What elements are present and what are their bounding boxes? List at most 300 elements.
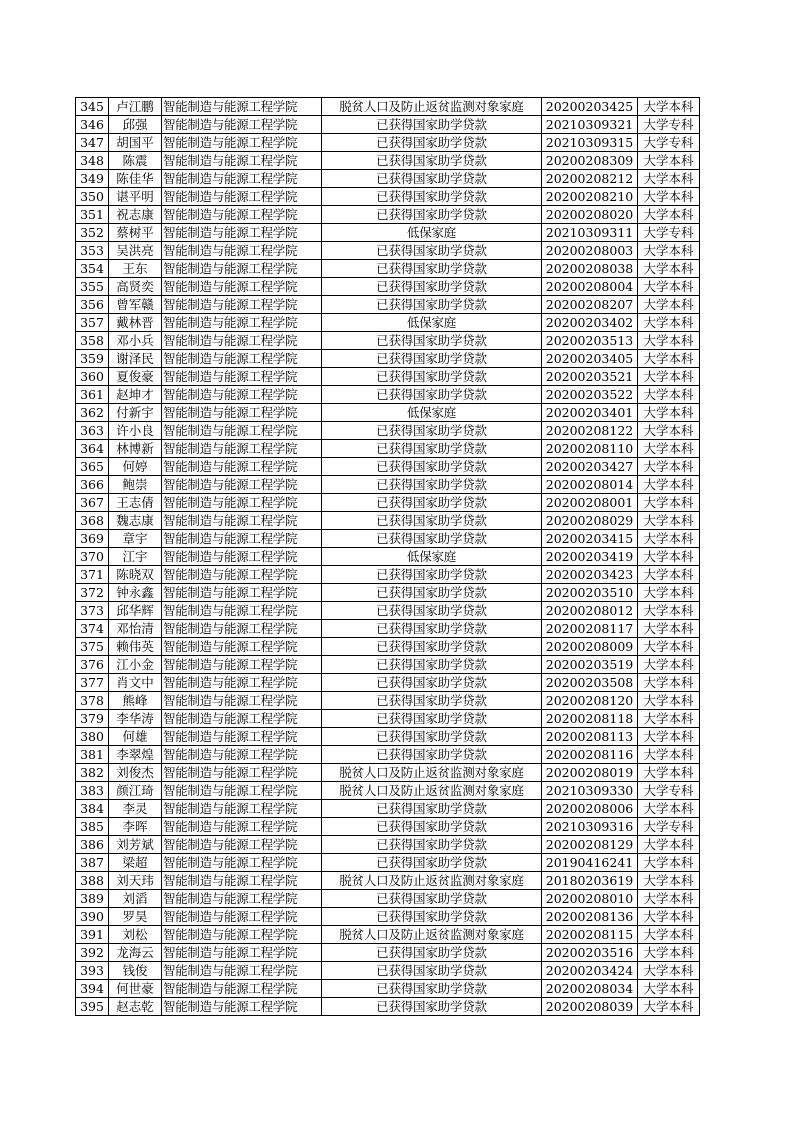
student-id-cell: 20200203423 — [542, 566, 638, 584]
row-number-cell: 362 — [76, 404, 109, 422]
table-row — [76, 548, 700, 566]
aid-type-cell: 已获得国家助学贷款 — [322, 296, 542, 314]
table-row — [76, 476, 700, 494]
student-id-cell: 20200208012 — [542, 602, 638, 620]
student-name-cell: 谌平明 — [109, 188, 162, 206]
student-name-cell: 赖伟英 — [109, 638, 162, 656]
student-id-cell: 20200208020 — [542, 206, 638, 224]
row-number-cell: 346 — [76, 116, 109, 134]
table-row — [76, 296, 700, 314]
student-id-cell: 20210309315 — [542, 134, 638, 152]
row-number-cell: 360 — [76, 368, 109, 386]
student-name-cell: 钱俊 — [109, 962, 162, 980]
student-name-cell: 鲍崇 — [109, 476, 162, 494]
student-id-cell: 20200208210 — [542, 188, 638, 206]
college-cell: 智能制造与能源工程学院 — [162, 872, 322, 890]
aid-type-cell: 已获得国家助学贷款 — [322, 440, 542, 458]
student-id-cell: 20200208038 — [542, 260, 638, 278]
student-name-cell: 钟永鑫 — [109, 584, 162, 602]
student-id-cell: 20200208118 — [542, 710, 638, 728]
table-row — [76, 98, 700, 116]
education-level-cell: 大学本科 — [638, 710, 700, 728]
education-level-cell: 大学本科 — [638, 242, 700, 260]
aid-type-cell: 已获得国家助学贷款 — [322, 890, 542, 908]
table-row — [76, 872, 700, 890]
college-cell: 智能制造与能源工程学院 — [162, 296, 322, 314]
student-id-cell: 20200208136 — [542, 908, 638, 926]
education-level-cell: 大学本科 — [638, 620, 700, 638]
row-number-cell: 352 — [76, 224, 109, 242]
student-aid-table — [75, 97, 700, 1016]
student-name-cell: 蔡树平 — [109, 224, 162, 242]
student-id-cell: 20210309316 — [542, 818, 638, 836]
table-row — [76, 656, 700, 674]
aid-type-cell: 已获得国家助学贷款 — [322, 692, 542, 710]
aid-type-cell: 已获得国家助学贷款 — [322, 368, 542, 386]
aid-type-cell: 脱贫人口及防止返贫监测对象家庭 — [322, 98, 542, 116]
college-cell: 智能制造与能源工程学院 — [162, 980, 322, 998]
aid-type-cell: 已获得国家助学贷款 — [322, 458, 542, 476]
table-row — [76, 512, 700, 530]
table-row — [76, 944, 700, 962]
education-level-cell: 大学本科 — [638, 836, 700, 854]
aid-type-cell: 已获得国家助学贷款 — [322, 422, 542, 440]
table-row — [76, 152, 700, 170]
education-level-cell: 大学本科 — [638, 926, 700, 944]
student-name-cell: 谢泽民 — [109, 350, 162, 368]
aid-type-cell: 已获得国家助学贷款 — [322, 962, 542, 980]
student-name-cell: 赵志乾 — [109, 998, 162, 1016]
row-number-cell: 366 — [76, 476, 109, 494]
row-number-cell: 375 — [76, 638, 109, 656]
education-level-cell: 大学本科 — [638, 152, 700, 170]
table-row — [76, 782, 700, 800]
aid-type-cell: 脱贫人口及防止返贫监测对象家庭 — [322, 926, 542, 944]
college-cell: 智能制造与能源工程学院 — [162, 314, 322, 332]
student-name-cell: 邓小兵 — [109, 332, 162, 350]
education-level-cell: 大学专科 — [638, 224, 700, 242]
college-cell: 智能制造与能源工程学院 — [162, 908, 322, 926]
college-cell: 智能制造与能源工程学院 — [162, 926, 322, 944]
education-level-cell: 大学本科 — [638, 638, 700, 656]
college-cell: 智能制造与能源工程学院 — [162, 656, 322, 674]
student-name-cell: 林博新 — [109, 440, 162, 458]
table-row — [76, 116, 700, 134]
row-number-cell: 388 — [76, 872, 109, 890]
student-id-cell: 20210309330 — [542, 782, 638, 800]
row-number-cell: 371 — [76, 566, 109, 584]
student-name-cell: 何婷 — [109, 458, 162, 476]
row-number-cell: 393 — [76, 962, 109, 980]
table-row — [76, 710, 700, 728]
student-name-cell: 刘芳斌 — [109, 836, 162, 854]
student-name-cell: 何世豪 — [109, 980, 162, 998]
aid-type-cell: 已获得国家助学贷款 — [322, 260, 542, 278]
college-cell: 智能制造与能源工程学院 — [162, 836, 322, 854]
student-name-cell: 江小金 — [109, 656, 162, 674]
student-name-cell: 邓怡清 — [109, 620, 162, 638]
education-level-cell: 大学本科 — [638, 98, 700, 116]
student-id-cell: 20200208122 — [542, 422, 638, 440]
student-id-cell: 20200208004 — [542, 278, 638, 296]
college-cell: 智能制造与能源工程学院 — [162, 998, 322, 1016]
education-level-cell: 大学本科 — [638, 332, 700, 350]
aid-type-cell: 已获得国家助学贷款 — [322, 566, 542, 584]
table-row — [76, 836, 700, 854]
education-level-cell: 大学本科 — [638, 278, 700, 296]
row-number-cell: 351 — [76, 206, 109, 224]
college-cell: 智能制造与能源工程学院 — [162, 692, 322, 710]
student-id-cell: 20200203516 — [542, 944, 638, 962]
education-level-cell: 大学本科 — [638, 494, 700, 512]
table-row — [76, 440, 700, 458]
student-id-cell: 20200208129 — [542, 836, 638, 854]
student-id-cell: 20210309321 — [542, 116, 638, 134]
row-number-cell: 347 — [76, 134, 109, 152]
college-cell: 智能制造与能源工程学院 — [162, 800, 322, 818]
student-name-cell: 魏志康 — [109, 512, 162, 530]
student-name-cell: 付新宇 — [109, 404, 162, 422]
student-id-cell: 20200203425 — [542, 98, 638, 116]
student-name-cell: 肖文中 — [109, 674, 162, 692]
student-name-cell: 祝志康 — [109, 206, 162, 224]
student-name-cell: 许小良 — [109, 422, 162, 440]
college-cell: 智能制造与能源工程学院 — [162, 242, 322, 260]
college-cell: 智能制造与能源工程学院 — [162, 386, 322, 404]
student-name-cell: 李翠煌 — [109, 746, 162, 764]
table-row — [76, 458, 700, 476]
table-row — [76, 746, 700, 764]
student-id-cell: 20200208212 — [542, 170, 638, 188]
college-cell: 智能制造与能源工程学院 — [162, 116, 322, 134]
student-id-cell: 20200208001 — [542, 494, 638, 512]
student-id-cell: 20200208115 — [542, 926, 638, 944]
row-number-cell: 350 — [76, 188, 109, 206]
row-number-cell: 359 — [76, 350, 109, 368]
education-level-cell: 大学本科 — [638, 746, 700, 764]
education-level-cell: 大学本科 — [638, 872, 700, 890]
aid-type-cell: 低保家庭 — [322, 224, 542, 242]
student-id-cell: 20200208039 — [542, 998, 638, 1016]
education-level-cell: 大学本科 — [638, 422, 700, 440]
row-number-cell: 363 — [76, 422, 109, 440]
row-number-cell: 391 — [76, 926, 109, 944]
row-number-cell: 365 — [76, 458, 109, 476]
student-name-cell: 邱华辉 — [109, 602, 162, 620]
row-number-cell: 390 — [76, 908, 109, 926]
student-id-cell: 20200208207 — [542, 296, 638, 314]
table-row — [76, 800, 700, 818]
student-id-cell: 20200203424 — [542, 962, 638, 980]
table-row — [76, 224, 700, 242]
education-level-cell: 大学本科 — [638, 530, 700, 548]
aid-type-cell: 已获得国家助学贷款 — [322, 512, 542, 530]
table-row — [76, 404, 700, 422]
table-row — [76, 980, 700, 998]
aid-type-cell: 已获得国家助学贷款 — [322, 656, 542, 674]
college-cell: 智能制造与能源工程学院 — [162, 422, 322, 440]
college-cell: 智能制造与能源工程学院 — [162, 818, 322, 836]
college-cell: 智能制造与能源工程学院 — [162, 674, 322, 692]
aid-type-cell: 脱贫人口及防止返贫监测对象家庭 — [322, 764, 542, 782]
table-row — [76, 854, 700, 872]
row-number-cell: 355 — [76, 278, 109, 296]
college-cell: 智能制造与能源工程学院 — [162, 494, 322, 512]
row-number-cell: 380 — [76, 728, 109, 746]
aid-type-cell: 已获得国家助学贷款 — [322, 728, 542, 746]
row-number-cell: 374 — [76, 620, 109, 638]
aid-type-cell: 已获得国家助学贷款 — [322, 602, 542, 620]
aid-type-cell: 已获得国家助学贷款 — [322, 116, 542, 134]
education-level-cell: 大学本科 — [638, 350, 700, 368]
aid-type-cell: 已获得国家助学贷款 — [322, 746, 542, 764]
college-cell: 智能制造与能源工程学院 — [162, 278, 322, 296]
aid-type-cell: 低保家庭 — [322, 314, 542, 332]
table-row — [76, 926, 700, 944]
row-number-cell: 369 — [76, 530, 109, 548]
college-cell: 智能制造与能源工程学院 — [162, 260, 322, 278]
college-cell: 智能制造与能源工程学院 — [162, 332, 322, 350]
aid-type-cell: 已获得国家助学贷款 — [322, 278, 542, 296]
student-id-cell: 20200208120 — [542, 692, 638, 710]
table-row — [76, 134, 700, 152]
table-row — [76, 278, 700, 296]
education-level-cell: 大学本科 — [638, 440, 700, 458]
student-name-cell: 何雄 — [109, 728, 162, 746]
student-id-cell: 20200208006 — [542, 800, 638, 818]
aid-type-cell: 已获得国家助学贷款 — [322, 584, 542, 602]
aid-type-cell: 已获得国家助学贷款 — [322, 170, 542, 188]
aid-type-cell: 低保家庭 — [322, 404, 542, 422]
education-level-cell: 大学本科 — [638, 890, 700, 908]
student-id-cell: 20190416241 — [542, 854, 638, 872]
aid-type-cell: 已获得国家助学贷款 — [322, 242, 542, 260]
student-id-cell: 20200208003 — [542, 242, 638, 260]
education-level-cell: 大学本科 — [638, 908, 700, 926]
education-level-cell: 大学本科 — [638, 800, 700, 818]
row-number-cell: 395 — [76, 998, 109, 1016]
aid-type-cell: 已获得国家助学贷款 — [322, 530, 542, 548]
row-number-cell: 384 — [76, 800, 109, 818]
student-name-cell: 戴林晋 — [109, 314, 162, 332]
education-level-cell: 大学本科 — [638, 674, 700, 692]
student-name-cell: 李华涛 — [109, 710, 162, 728]
row-number-cell: 389 — [76, 890, 109, 908]
table-row — [76, 314, 700, 332]
education-level-cell: 大学本科 — [638, 260, 700, 278]
aid-type-cell: 已获得国家助学贷款 — [322, 620, 542, 638]
aid-type-cell: 已获得国家助学贷款 — [322, 206, 542, 224]
row-number-cell: 354 — [76, 260, 109, 278]
student-id-cell: 20200203513 — [542, 332, 638, 350]
aid-type-cell: 已获得国家助学贷款 — [322, 998, 542, 1016]
education-level-cell: 大学本科 — [638, 188, 700, 206]
student-id-cell: 20200203401 — [542, 404, 638, 422]
table-row — [76, 602, 700, 620]
table-row — [76, 242, 700, 260]
table-row — [76, 494, 700, 512]
student-id-cell: 20200203508 — [542, 674, 638, 692]
student-id-cell: 20200208117 — [542, 620, 638, 638]
row-number-cell: 387 — [76, 854, 109, 872]
education-level-cell: 大学本科 — [638, 296, 700, 314]
education-level-cell: 大学本科 — [638, 548, 700, 566]
college-cell: 智能制造与能源工程学院 — [162, 458, 322, 476]
student-id-cell: 20210309311 — [542, 224, 638, 242]
table-row — [76, 422, 700, 440]
student-name-cell: 王东 — [109, 260, 162, 278]
education-level-cell: 大学本科 — [638, 602, 700, 620]
student-id-cell: 20180203619 — [542, 872, 638, 890]
college-cell: 智能制造与能源工程学院 — [162, 854, 322, 872]
college-cell: 智能制造与能源工程学院 — [162, 566, 322, 584]
education-level-cell: 大学本科 — [638, 728, 700, 746]
college-cell: 智能制造与能源工程学院 — [162, 134, 322, 152]
table-row — [76, 170, 700, 188]
education-level-cell: 大学本科 — [638, 584, 700, 602]
student-name-cell: 邱强 — [109, 116, 162, 134]
student-name-cell: 赵坤才 — [109, 386, 162, 404]
student-name-cell: 刘滔 — [109, 890, 162, 908]
row-number-cell: 364 — [76, 440, 109, 458]
student-name-cell: 龙海云 — [109, 944, 162, 962]
college-cell: 智能制造与能源工程学院 — [162, 584, 322, 602]
education-level-cell: 大学本科 — [638, 404, 700, 422]
college-cell: 智能制造与能源工程学院 — [162, 152, 322, 170]
college-cell: 智能制造与能源工程学院 — [162, 764, 322, 782]
aid-type-cell: 已获得国家助学贷款 — [322, 854, 542, 872]
student-name-cell: 高贤奕 — [109, 278, 162, 296]
aid-type-cell: 已获得国家助学贷款 — [322, 350, 542, 368]
row-number-cell: 361 — [76, 386, 109, 404]
aid-type-cell: 已获得国家助学贷款 — [322, 386, 542, 404]
student-id-cell: 20200208014 — [542, 476, 638, 494]
table-row — [76, 674, 700, 692]
table-row — [76, 260, 700, 278]
education-level-cell: 大学本科 — [638, 368, 700, 386]
aid-type-cell: 已获得国家助学贷款 — [322, 332, 542, 350]
college-cell: 智能制造与能源工程学院 — [162, 224, 322, 242]
row-number-cell: 356 — [76, 296, 109, 314]
table-row — [76, 206, 700, 224]
student-id-cell: 20200203405 — [542, 350, 638, 368]
student-id-cell: 20200208116 — [542, 746, 638, 764]
education-level-cell: 大学专科 — [638, 782, 700, 800]
table-row — [76, 620, 700, 638]
student-id-cell: 20200208309 — [542, 152, 638, 170]
student-name-cell: 熊峰 — [109, 692, 162, 710]
education-level-cell: 大学本科 — [638, 476, 700, 494]
aid-type-cell: 已获得国家助学贷款 — [322, 836, 542, 854]
student-name-cell: 卢江鹏 — [109, 98, 162, 116]
row-number-cell: 383 — [76, 782, 109, 800]
college-cell: 智能制造与能源工程学院 — [162, 746, 322, 764]
student-name-cell: 李灵 — [109, 800, 162, 818]
table-row — [76, 998, 700, 1016]
education-level-cell: 大学本科 — [638, 512, 700, 530]
college-cell: 智能制造与能源工程学院 — [162, 476, 322, 494]
student-name-cell: 李晖 — [109, 818, 162, 836]
education-level-cell: 大学本科 — [638, 764, 700, 782]
row-number-cell: 379 — [76, 710, 109, 728]
education-level-cell: 大学本科 — [638, 386, 700, 404]
student-name-cell: 刘俊杰 — [109, 764, 162, 782]
education-level-cell: 大学本科 — [638, 962, 700, 980]
aid-type-cell: 已获得国家助学贷款 — [322, 800, 542, 818]
student-name-cell: 梁超 — [109, 854, 162, 872]
row-number-cell: 348 — [76, 152, 109, 170]
student-name-cell: 夏俊豪 — [109, 368, 162, 386]
student-id-cell: 20200208029 — [542, 512, 638, 530]
education-level-cell: 大学本科 — [638, 998, 700, 1016]
table-row — [76, 728, 700, 746]
aid-type-cell: 已获得国家助学贷款 — [322, 818, 542, 836]
aid-type-cell: 已获得国家助学贷款 — [322, 152, 542, 170]
table-row — [76, 530, 700, 548]
education-level-cell: 大学本科 — [638, 206, 700, 224]
row-number-cell: 372 — [76, 584, 109, 602]
aid-type-cell: 已获得国家助学贷款 — [322, 134, 542, 152]
row-number-cell: 385 — [76, 818, 109, 836]
row-number-cell: 394 — [76, 980, 109, 998]
college-cell: 智能制造与能源工程学院 — [162, 440, 322, 458]
student-name-cell: 胡国平 — [109, 134, 162, 152]
college-cell: 智能制造与能源工程学院 — [162, 782, 322, 800]
aid-type-cell: 已获得国家助学贷款 — [322, 908, 542, 926]
education-level-cell: 大学专科 — [638, 134, 700, 152]
education-level-cell: 大学本科 — [638, 566, 700, 584]
aid-type-cell: 已获得国家助学贷款 — [322, 674, 542, 692]
student-name-cell: 陈晓双 — [109, 566, 162, 584]
table-row — [76, 962, 700, 980]
education-level-cell: 大学本科 — [638, 656, 700, 674]
student-id-cell: 20200203519 — [542, 656, 638, 674]
row-number-cell: 378 — [76, 692, 109, 710]
student-id-cell: 20200208034 — [542, 980, 638, 998]
row-number-cell: 376 — [76, 656, 109, 674]
row-number-cell: 358 — [76, 332, 109, 350]
student-name-cell: 江宇 — [109, 548, 162, 566]
row-number-cell: 370 — [76, 548, 109, 566]
college-cell: 智能制造与能源工程学院 — [162, 944, 322, 962]
college-cell: 智能制造与能源工程学院 — [162, 728, 322, 746]
student-name-cell: 陈震 — [109, 152, 162, 170]
aid-type-cell: 脱贫人口及防止返贫监测对象家庭 — [322, 782, 542, 800]
row-number-cell: 382 — [76, 764, 109, 782]
college-cell: 智能制造与能源工程学院 — [162, 512, 322, 530]
education-level-cell: 大学专科 — [638, 818, 700, 836]
student-id-cell: 20200203522 — [542, 386, 638, 404]
college-cell: 智能制造与能源工程学院 — [162, 638, 322, 656]
aid-type-cell: 已获得国家助学贷款 — [322, 188, 542, 206]
college-cell: 智能制造与能源工程学院 — [162, 962, 322, 980]
student-name-cell: 刘天玮 — [109, 872, 162, 890]
college-cell: 智能制造与能源工程学院 — [162, 368, 322, 386]
table-row — [76, 566, 700, 584]
college-cell: 智能制造与能源工程学院 — [162, 890, 322, 908]
table-row — [76, 188, 700, 206]
student-name-cell: 吴洪亮 — [109, 242, 162, 260]
college-cell: 智能制造与能源工程学院 — [162, 98, 322, 116]
student-id-cell: 20200208110 — [542, 440, 638, 458]
student-name-cell: 罗昊 — [109, 908, 162, 926]
student-id-cell: 20200208010 — [542, 890, 638, 908]
college-cell: 智能制造与能源工程学院 — [162, 548, 322, 566]
education-level-cell: 大学本科 — [638, 980, 700, 998]
student-name-cell: 刘松 — [109, 926, 162, 944]
table-row — [76, 638, 700, 656]
row-number-cell: 373 — [76, 602, 109, 620]
